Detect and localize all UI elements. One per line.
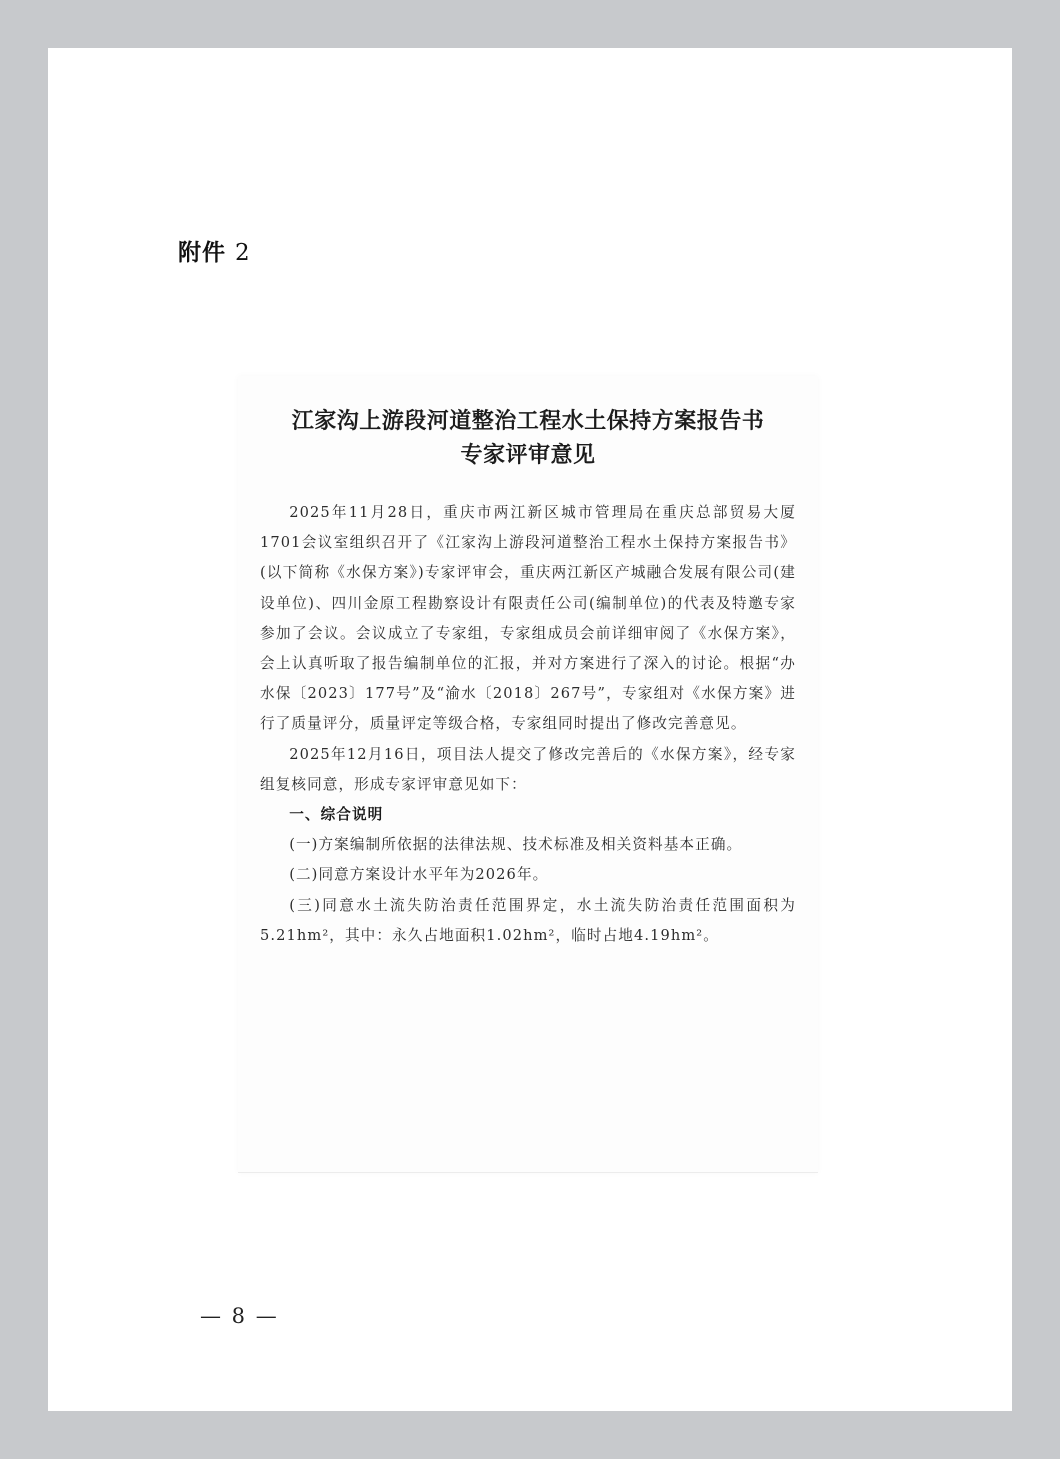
document-title-line-1: 江家沟上游段河道整治工程水土保持方案报告书: [291, 408, 765, 434]
paragraph-item-3: (三)同意水土流失防治责任范围界定，水土流失防治责任范围面积为5.21hm²，其中：永久占地面积1.02hm²，临时占地4.19hm²。: [260, 896, 796, 944]
document-page: [48, 48, 1012, 1411]
document-body: [260, 498, 796, 951]
document-title-line-2: 专家评审意见: [460, 442, 596, 468]
section-heading: 一、综合说明: [289, 806, 384, 824]
attachment-label: [178, 234, 251, 267]
scanned-document: [238, 376, 818, 1173]
paragraph-item-2: (二)同意方案设计水平年为2026年。: [289, 866, 549, 884]
paragraph-meeting: 2025年11月28日，重庆市两江新区城市管理局在重庆总部贸易大厦1701会议室组织召开了《江家沟上游段河道整治工程水土保持方案报告书》(以下简称《水保方案》)专家评审会，重庆两江新区产城融合发展有限公司(建设单位)、四川金原工程勘察设计有限责任公司(编制单位)的代表及特邀专家参加了会议。会议成立了专家组，专家组成员会前详细审阅了《水保方案》，会上认真听取了报告编制单位的汇报，并对方案进行了深入的讨论。根据“办水保〔2023〕177号”及“渝水〔2018〕267号”，专家组对《水保方案》进行了质量评分，质量评定等级合格，专家组同时提出了修改完善意见。: [260, 504, 796, 733]
document-title: [238, 376, 818, 472]
attachment-label-text: 附件: [178, 240, 226, 266]
paragraph-revision: 2025年12月16日，项目法人提交了修改完善后的《水保方案》，经专家组复核同意，形成专家评审意见如下：: [260, 745, 796, 793]
attachment-number: 2: [235, 240, 251, 266]
page-number: — 8 —: [200, 1304, 279, 1328]
paragraph-item-1: (一)方案编制所依据的法律法规、技术标准及相关资料基本正确。: [289, 836, 743, 854]
